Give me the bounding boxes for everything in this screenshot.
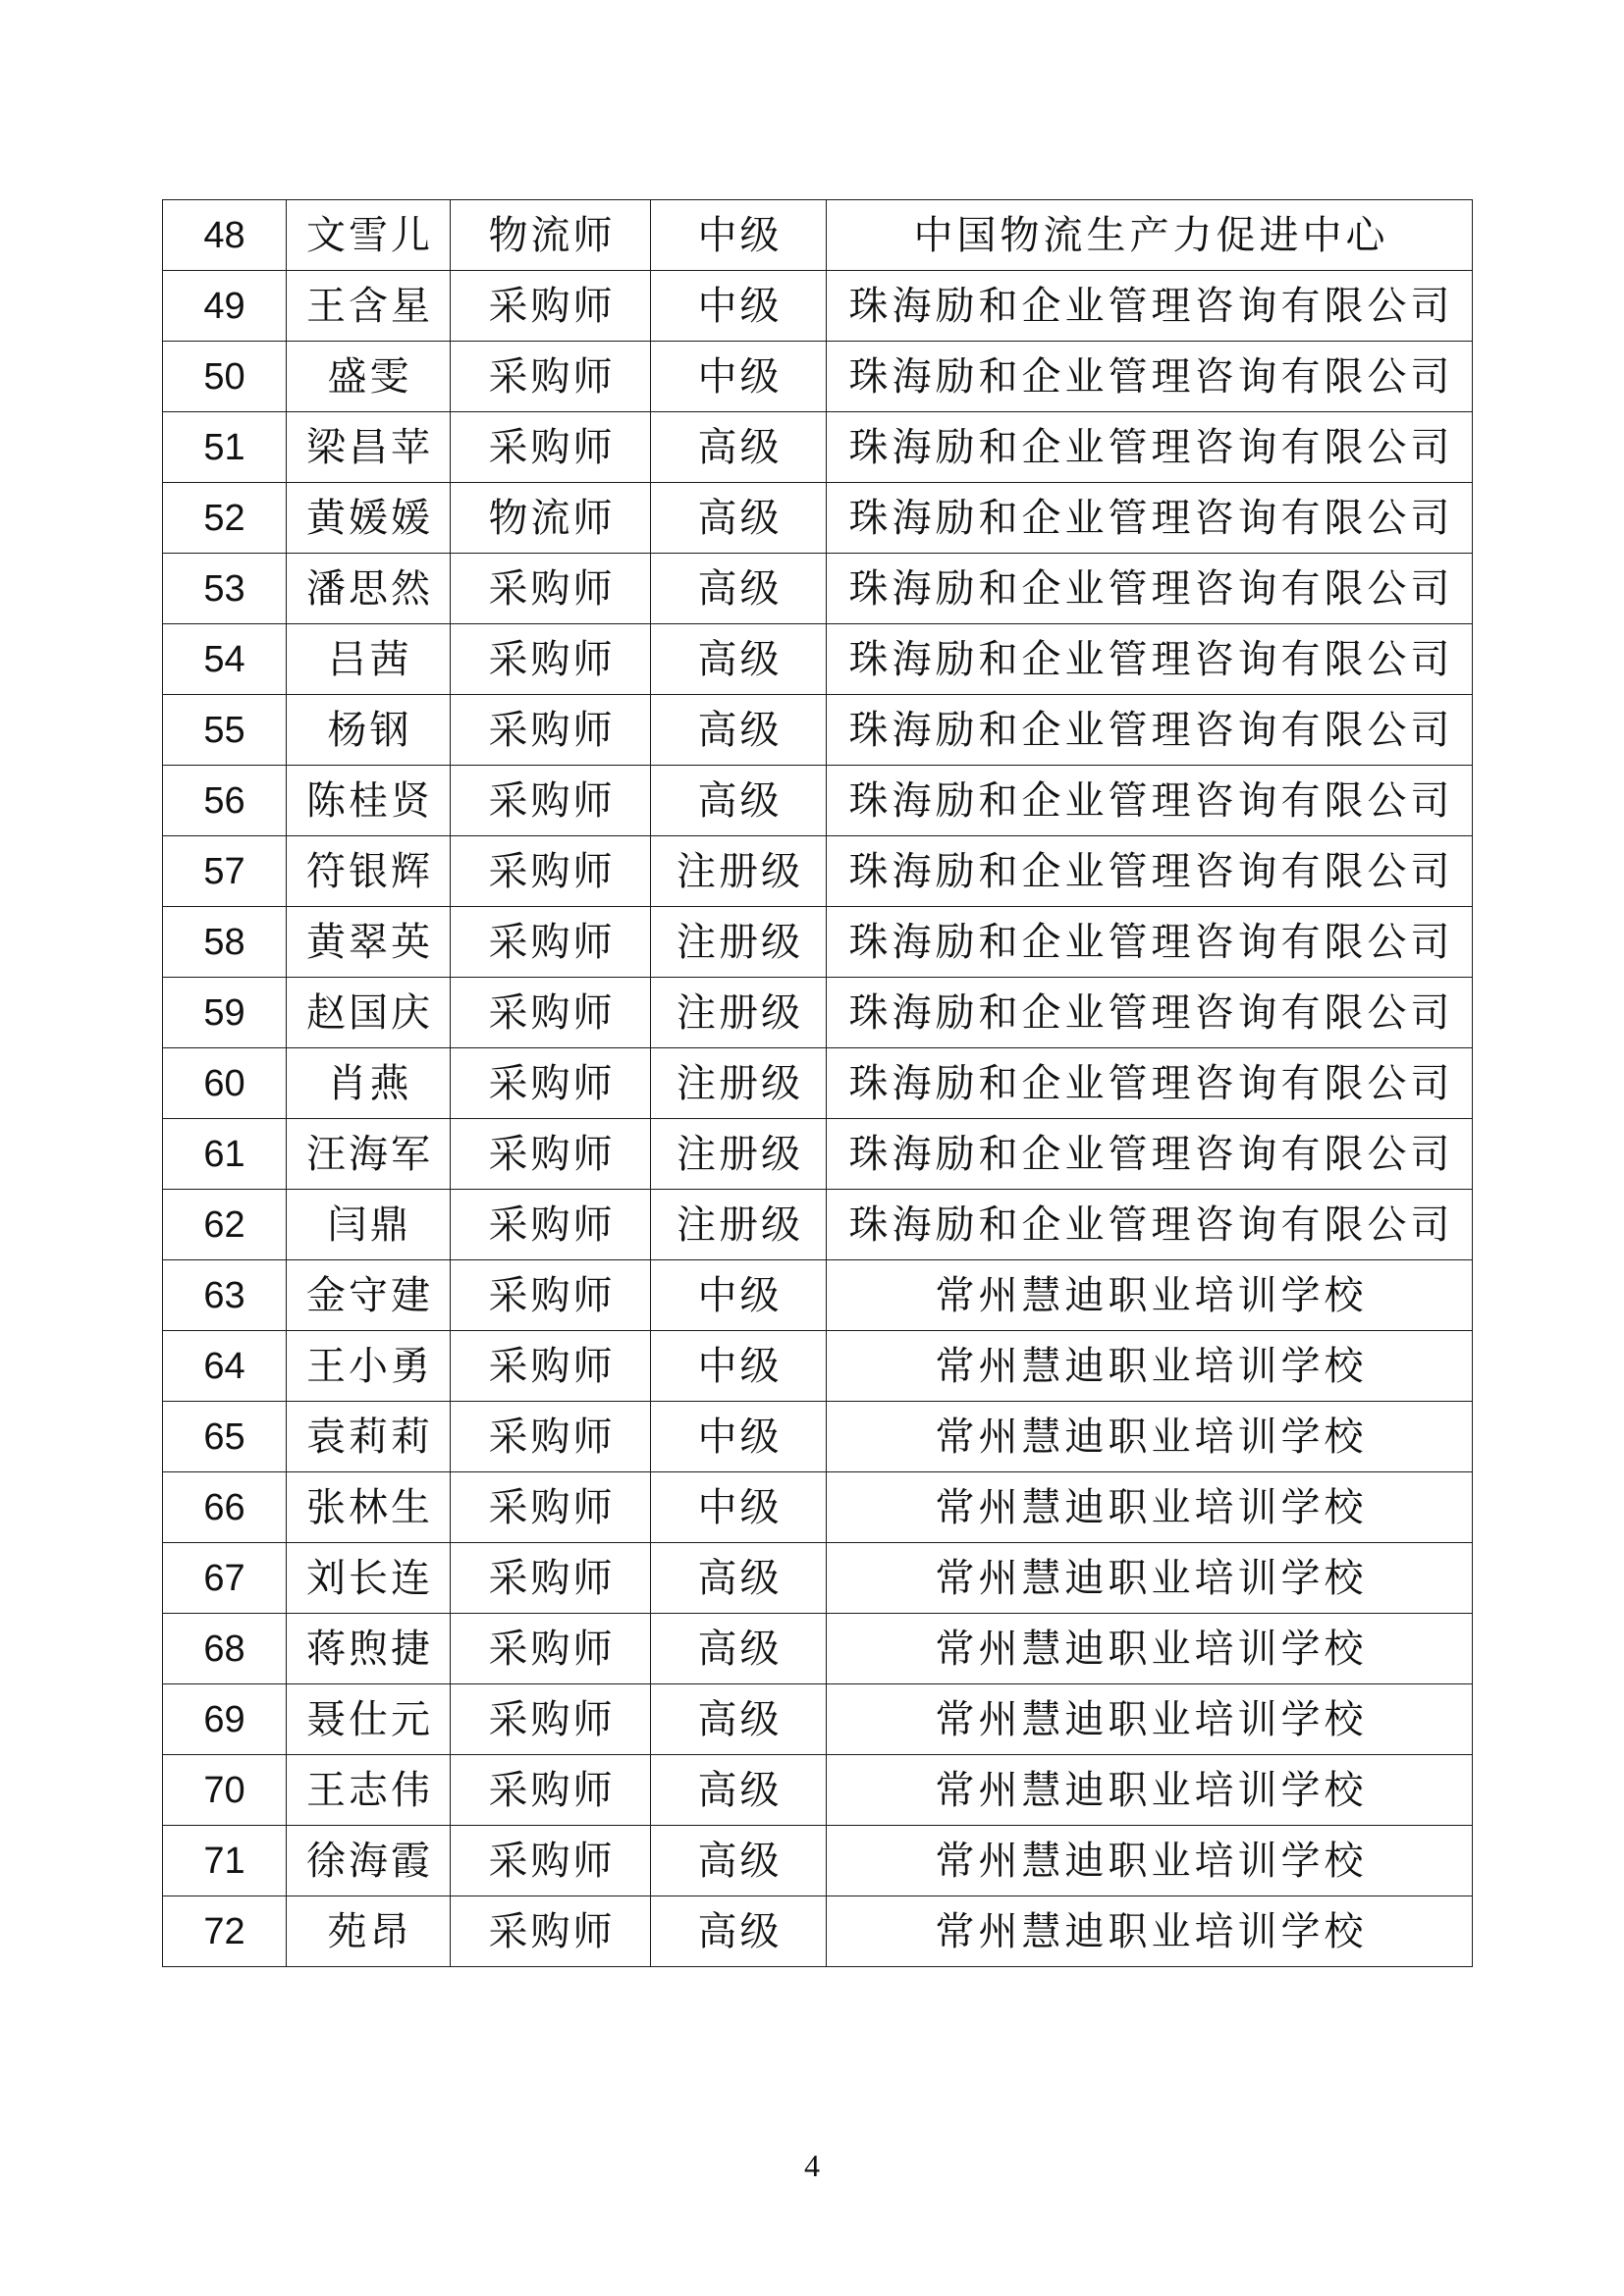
table-row: [163, 1755, 1473, 1826]
cell-profession: 采购师: [451, 1755, 651, 1826]
table-row: [163, 836, 1473, 907]
cell-index: 57: [163, 836, 287, 907]
cell-index: 50: [163, 342, 287, 412]
table-row: [163, 200, 1473, 271]
cell-name: 梁昌苹: [287, 412, 451, 483]
cell-profession: 采购师: [451, 695, 651, 766]
cell-organization: 常州慧迪职业培训学校: [827, 1472, 1473, 1543]
cell-level: 高级: [651, 554, 827, 624]
cell-organization: 常州慧迪职业培训学校: [827, 1260, 1473, 1331]
cell-profession: 采购师: [451, 342, 651, 412]
cell-name: 黄翠英: [287, 907, 451, 978]
cell-name: 蒋煦捷: [287, 1614, 451, 1684]
cell-level: 中级: [651, 1402, 827, 1472]
cell-organization: 珠海励和企业管理咨询有限公司: [827, 271, 1473, 342]
cell-index: 60: [163, 1048, 287, 1119]
cell-organization: 常州慧迪职业培训学校: [827, 1331, 1473, 1402]
cell-profession: 采购师: [451, 554, 651, 624]
cell-profession: 物流师: [451, 483, 651, 554]
cell-index: 65: [163, 1402, 287, 1472]
table-row: [163, 1331, 1473, 1402]
table-row: [163, 1826, 1473, 1896]
cell-level: 注册级: [651, 1190, 827, 1260]
cell-index: 48: [163, 200, 287, 271]
cell-index: 69: [163, 1684, 287, 1755]
cell-index: 66: [163, 1472, 287, 1543]
cell-index: 63: [163, 1260, 287, 1331]
cell-index: 62: [163, 1190, 287, 1260]
cell-profession: 采购师: [451, 1048, 651, 1119]
cell-organization: 珠海励和企业管理咨询有限公司: [827, 342, 1473, 412]
table-row: [163, 695, 1473, 766]
cell-name: 盛雯: [287, 342, 451, 412]
cell-name: 闫鼎: [287, 1190, 451, 1260]
cell-level: 中级: [651, 1331, 827, 1402]
cell-level: 高级: [651, 412, 827, 483]
cell-index: 59: [163, 978, 287, 1048]
table-row: [163, 1119, 1473, 1190]
cell-organization: 珠海励和企业管理咨询有限公司: [827, 554, 1473, 624]
cell-organization: 珠海励和企业管理咨询有限公司: [827, 978, 1473, 1048]
cell-name: 黄媛媛: [287, 483, 451, 554]
cell-index: 54: [163, 624, 287, 695]
cell-level: 中级: [651, 342, 827, 412]
cell-name: 肖燕: [287, 1048, 451, 1119]
cell-profession: 采购师: [451, 1543, 651, 1614]
cell-profession: 采购师: [451, 1614, 651, 1684]
table-row: [163, 1472, 1473, 1543]
cell-name: 聂仕元: [287, 1684, 451, 1755]
cell-profession: 采购师: [451, 766, 651, 836]
cell-name: 徐海霞: [287, 1826, 451, 1896]
cell-level: 高级: [651, 766, 827, 836]
cell-index: 53: [163, 554, 287, 624]
table-row: [163, 554, 1473, 624]
cell-level: 中级: [651, 200, 827, 271]
cell-index: 58: [163, 907, 287, 978]
table-row: [163, 624, 1473, 695]
cell-name: 杨钢: [287, 695, 451, 766]
cell-index: 70: [163, 1755, 287, 1826]
table-row: [163, 978, 1473, 1048]
cell-level: 高级: [651, 624, 827, 695]
cell-organization: 中国物流生产力促进中心: [827, 200, 1473, 271]
cell-profession: 采购师: [451, 907, 651, 978]
cell-index: 52: [163, 483, 287, 554]
table-row: [163, 1543, 1473, 1614]
table-row: [163, 1260, 1473, 1331]
cell-organization: 常州慧迪职业培训学校: [827, 1543, 1473, 1614]
cell-level: 高级: [651, 695, 827, 766]
table-row: [163, 766, 1473, 836]
cell-name: 吕茜: [287, 624, 451, 695]
cell-name: 潘思然: [287, 554, 451, 624]
cell-profession: 采购师: [451, 1472, 651, 1543]
cell-level: 注册级: [651, 1048, 827, 1119]
table-row: [163, 1402, 1473, 1472]
table-row: [163, 1614, 1473, 1684]
cell-name: 符银辉: [287, 836, 451, 907]
roster-table: [162, 199, 1473, 1967]
table-row: [163, 1048, 1473, 1119]
cell-index: 71: [163, 1826, 287, 1896]
cell-name: 刘长连: [287, 1543, 451, 1614]
cell-name: 金守建: [287, 1260, 451, 1331]
cell-name: 王小勇: [287, 1331, 451, 1402]
cell-level: 高级: [651, 1543, 827, 1614]
cell-organization: 常州慧迪职业培训学校: [827, 1684, 1473, 1755]
cell-organization: 常州慧迪职业培训学校: [827, 1826, 1473, 1896]
cell-level: 高级: [651, 1684, 827, 1755]
cell-level: 高级: [651, 1614, 827, 1684]
cell-profession: 采购师: [451, 271, 651, 342]
cell-index: 72: [163, 1896, 287, 1967]
cell-level: 高级: [651, 1755, 827, 1826]
table-row: [163, 907, 1473, 978]
cell-profession: 采购师: [451, 1260, 651, 1331]
page-number: 4: [804, 2148, 820, 2183]
cell-level: 中级: [651, 271, 827, 342]
cell-name: 赵国庆: [287, 978, 451, 1048]
cell-organization: 珠海励和企业管理咨询有限公司: [827, 412, 1473, 483]
cell-profession: 物流师: [451, 200, 651, 271]
cell-level: 高级: [651, 1896, 827, 1967]
cell-profession: 采购师: [451, 978, 651, 1048]
cell-organization: 珠海励和企业管理咨询有限公司: [827, 1190, 1473, 1260]
cell-organization: 珠海励和企业管理咨询有限公司: [827, 766, 1473, 836]
cell-organization: 珠海励和企业管理咨询有限公司: [827, 483, 1473, 554]
cell-level: 高级: [651, 1826, 827, 1896]
cell-profession: 采购师: [451, 1190, 651, 1260]
cell-index: 51: [163, 412, 287, 483]
table-row: [163, 271, 1473, 342]
cell-profession: 采购师: [451, 1826, 651, 1896]
cell-organization: 常州慧迪职业培训学校: [827, 1755, 1473, 1826]
cell-name: 王含星: [287, 271, 451, 342]
cell-organization: 珠海励和企业管理咨询有限公司: [827, 1119, 1473, 1190]
cell-profession: 采购师: [451, 412, 651, 483]
roster-table-body: [163, 200, 1473, 1967]
cell-profession: 采购师: [451, 1896, 651, 1967]
cell-index: 49: [163, 271, 287, 342]
table-row: [163, 412, 1473, 483]
cell-level: 注册级: [651, 1119, 827, 1190]
cell-level: 注册级: [651, 978, 827, 1048]
table-row: [163, 1684, 1473, 1755]
cell-organization: 珠海励和企业管理咨询有限公司: [827, 836, 1473, 907]
cell-organization: 常州慧迪职业培训学校: [827, 1896, 1473, 1967]
table-row: [163, 342, 1473, 412]
cell-organization: 常州慧迪职业培训学校: [827, 1614, 1473, 1684]
cell-name: 张林生: [287, 1472, 451, 1543]
cell-profession: 采购师: [451, 1119, 651, 1190]
table-row: [163, 1896, 1473, 1967]
cell-organization: 珠海励和企业管理咨询有限公司: [827, 907, 1473, 978]
cell-organization: 常州慧迪职业培训学校: [827, 1402, 1473, 1472]
cell-name: 汪海军: [287, 1119, 451, 1190]
cell-name: 苑昂: [287, 1896, 451, 1967]
cell-index: 55: [163, 695, 287, 766]
table-row: [163, 483, 1473, 554]
cell-name: 陈桂贤: [287, 766, 451, 836]
cell-index: 64: [163, 1331, 287, 1402]
cell-profession: 采购师: [451, 1684, 651, 1755]
cell-index: 61: [163, 1119, 287, 1190]
table-row: [163, 1190, 1473, 1260]
cell-name: 文雪儿: [287, 200, 451, 271]
cell-level: 中级: [651, 1472, 827, 1543]
cell-organization: 珠海励和企业管理咨询有限公司: [827, 624, 1473, 695]
cell-organization: 珠海励和企业管理咨询有限公司: [827, 1048, 1473, 1119]
cell-profession: 采购师: [451, 1331, 651, 1402]
cell-index: 56: [163, 766, 287, 836]
cell-name: 王志伟: [287, 1755, 451, 1826]
cell-profession: 采购师: [451, 836, 651, 907]
cell-level: 高级: [651, 483, 827, 554]
cell-name: 袁莉莉: [287, 1402, 451, 1472]
cell-index: 68: [163, 1614, 287, 1684]
cell-organization: 珠海励和企业管理咨询有限公司: [827, 695, 1473, 766]
cell-level: 中级: [651, 1260, 827, 1331]
cell-level: 注册级: [651, 836, 827, 907]
cell-level: 注册级: [651, 907, 827, 978]
cell-index: 67: [163, 1543, 287, 1614]
cell-profession: 采购师: [451, 1402, 651, 1472]
cell-profession: 采购师: [451, 624, 651, 695]
